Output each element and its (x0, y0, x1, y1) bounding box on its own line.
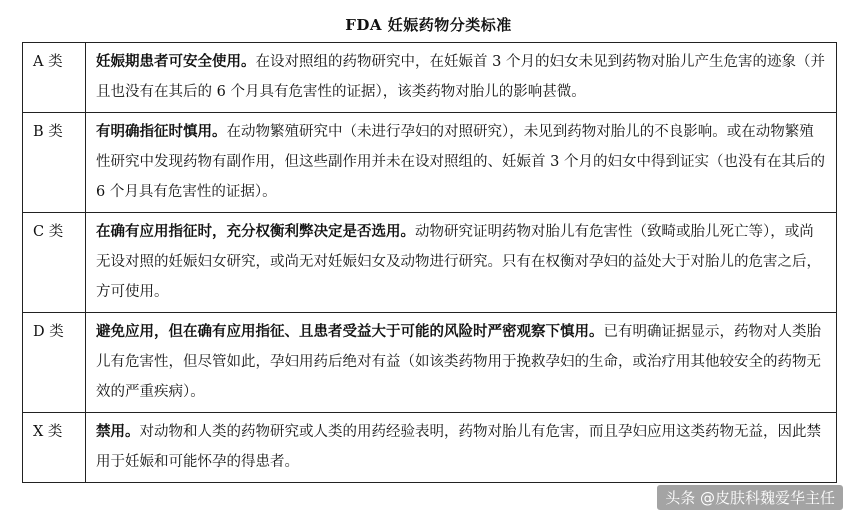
table-row (23, 113, 837, 213)
fda-classification-table (22, 42, 837, 483)
category-lead: 有明确指征时慎用。 (96, 123, 227, 140)
category-description (86, 43, 837, 113)
category-lead: 妊娠期患者可安全使用。 (96, 53, 256, 70)
category-detail: 动物研究证明药物对胎儿有危害性（致畸或胎儿死亡等），或尚无设对照的妊娠妇女研究，或尚无对妊娠妇女及动物进行研究。只有在权衡对孕妇的益处大于对胎儿的危害之后，方可使用。 (96, 224, 821, 300)
category-label: B 类 (23, 113, 86, 213)
watermark-label: 头条 @皮肤科魏爱华主任 (657, 485, 843, 510)
category-lead: 在确有应用指征时，充分权衡利弊决定是否选用。 (96, 223, 415, 240)
category-lead: 禁用。 (96, 423, 140, 440)
page-title: FDA 妊娠药物分类标准 (345, 16, 512, 34)
category-detail: 对动物和人类的药物研究或人类的用药经验表明，药物对胎儿有危害，而且孕妇应用这类药物无益，因此禁用于妊娠和可能怀孕的得患者。 (96, 424, 821, 470)
category-label: X 类 (23, 413, 86, 483)
table-row (23, 213, 837, 313)
category-label: D 类 (23, 313, 86, 413)
category-description (86, 113, 837, 213)
table-row (23, 43, 837, 113)
category-label: A 类 (23, 43, 86, 113)
category-label: C 类 (23, 213, 86, 313)
table-row (23, 413, 837, 483)
table-row (23, 313, 837, 413)
category-detail: 已有明确证据显示，药物对人类胎儿有危害性，但尽管如此，孕妇用药后绝对有益（如该类药物用于挽救孕妇的生命，或治疗用其他较安全的药物无效的严重疾病）。 (96, 324, 821, 400)
category-detail: 在设对照组的药物研究中，在妊娠首 3 个月的妇女未见到药物对胎儿产生危害的迹象（并且也没有在其后的 6 个月具有危害性的证据），该类药物对胎儿的影响甚微。 (96, 54, 825, 100)
category-lead: 避免应用，但在确有应用指征、且患者受益大于可能的风险时严密观察下慎用。 (96, 323, 604, 340)
category-detail: 在动物繁殖研究中（未进行孕妇的对照研究），未见到药物对胎儿的不良影响。或在动物繁殖性研究中发现药物有副作用，但这些副作用并未在设对照组的、妊娠首 3 个月的妇女中得到证实（也没有在其后的 6 个月具有危害性的证据）。 (96, 124, 825, 200)
category-description (86, 213, 837, 313)
category-description (86, 313, 837, 413)
category-description (86, 413, 837, 483)
